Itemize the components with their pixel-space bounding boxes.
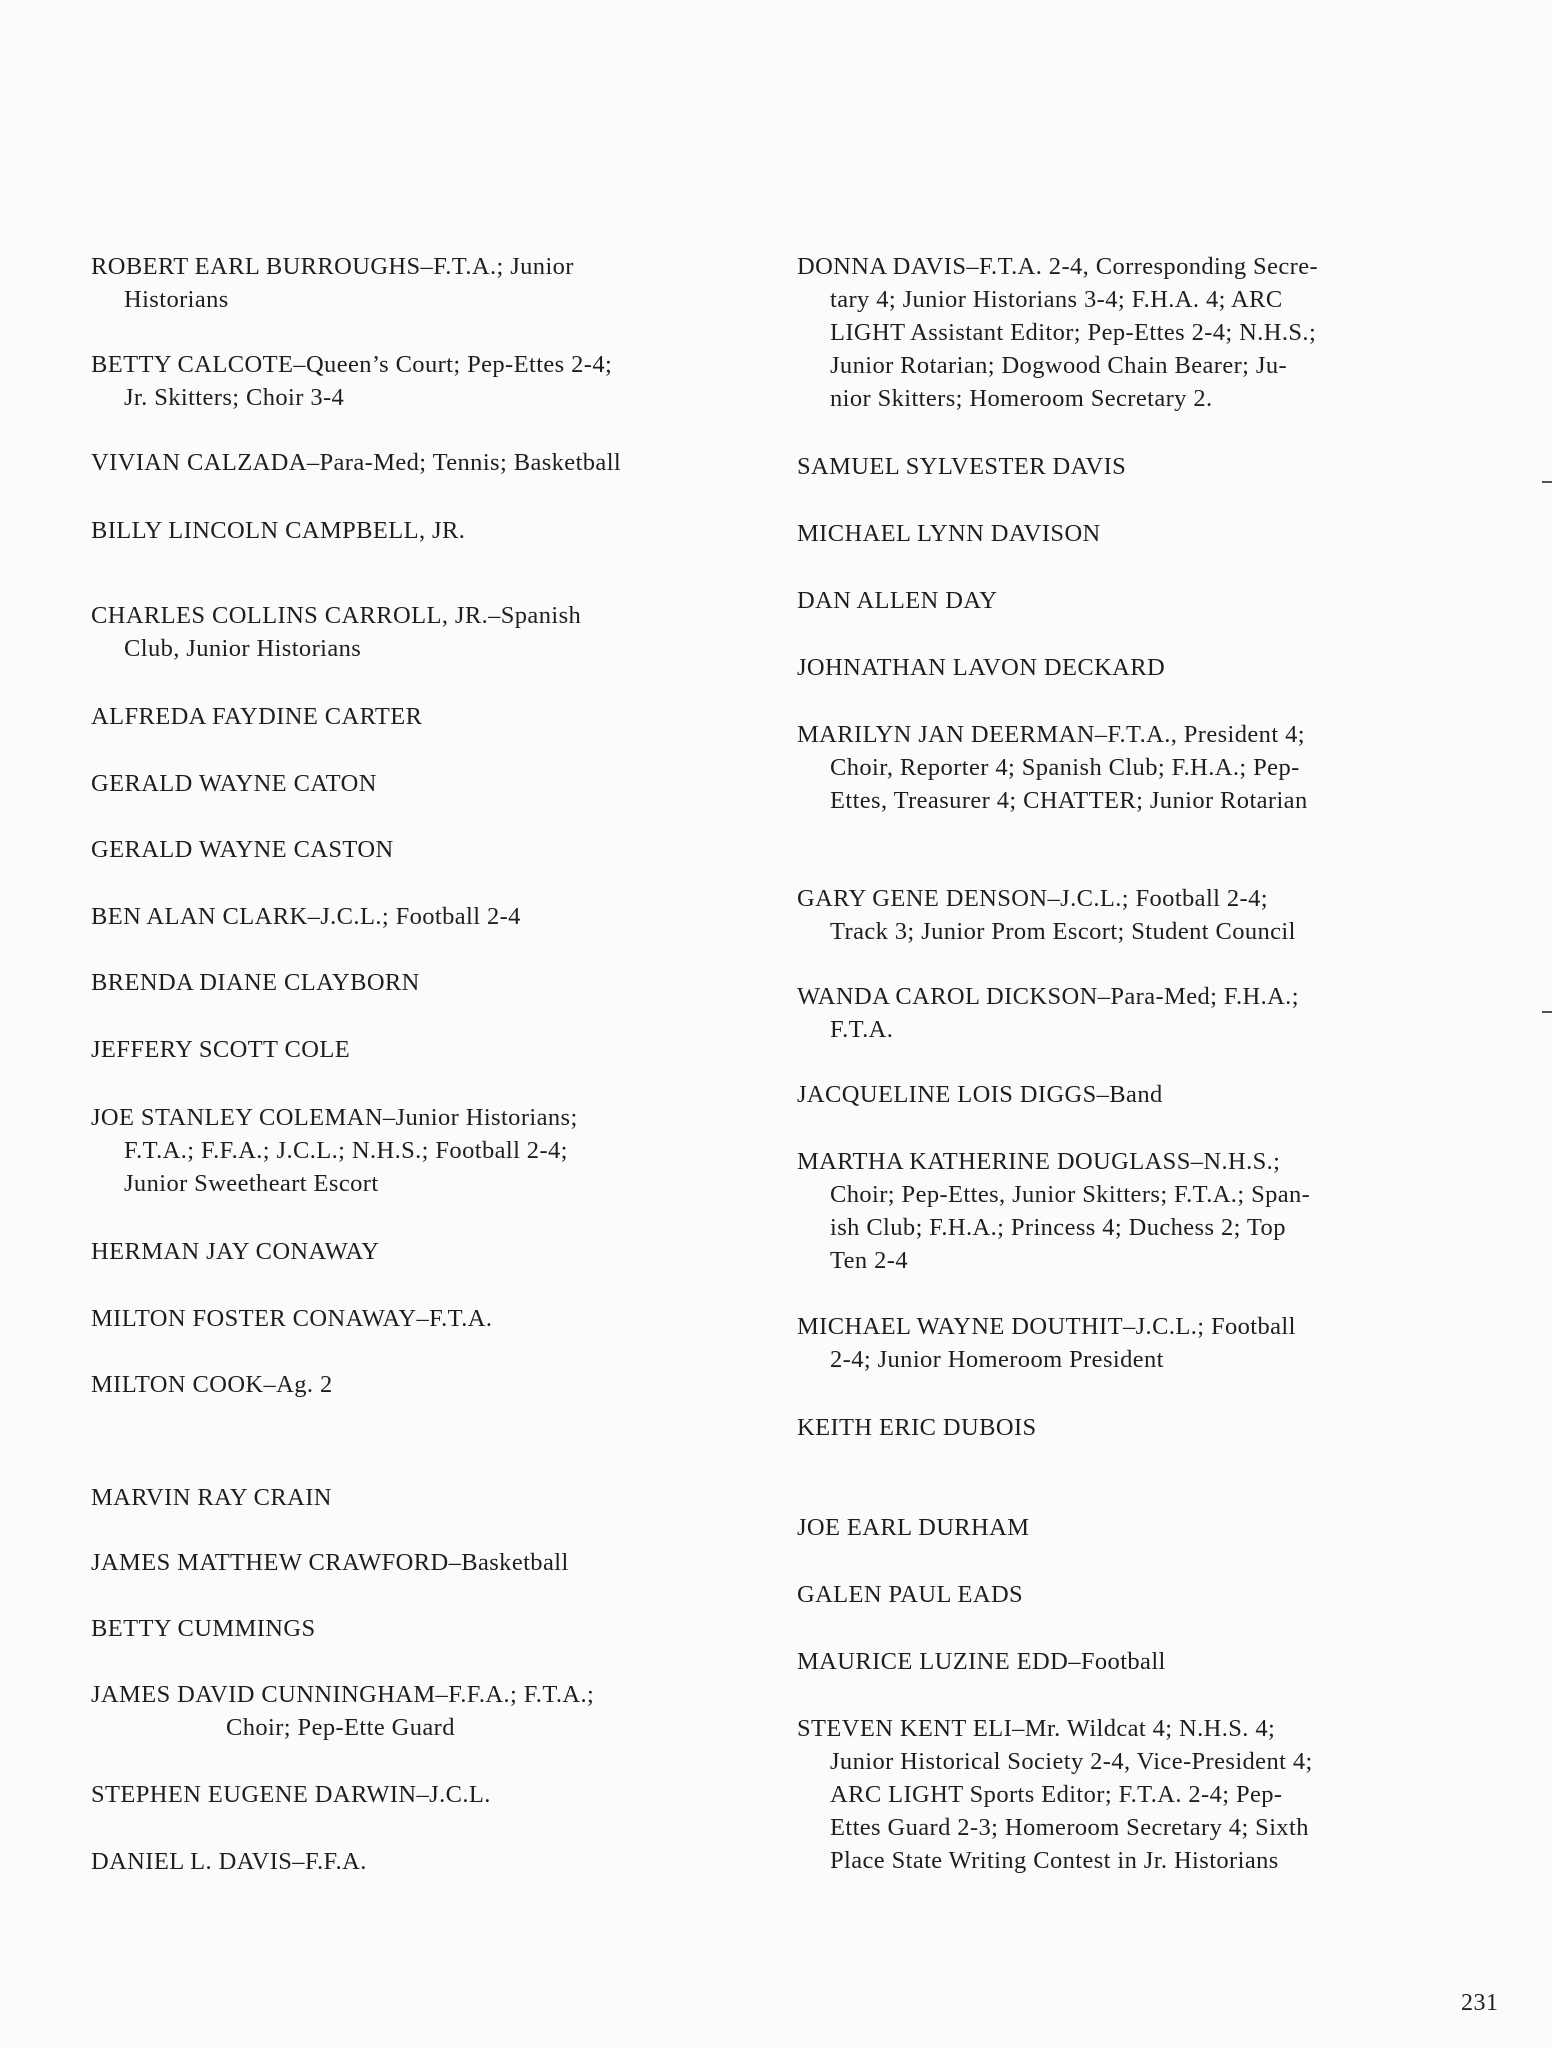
entry-line: MICHAEL LYNN DAVISON xyxy=(797,520,1101,547)
senior-entry xyxy=(797,980,1417,1046)
entry-line: JOE STANLEY COLEMAN–Junior Historians; xyxy=(91,1104,578,1131)
entry-line: Track 3; Junior Prom Escort; Student Council xyxy=(830,918,1296,945)
entry-line: BETTY CUMMINGS xyxy=(91,1615,316,1642)
entry-line: Place State Writing Contest in Jr. Historians xyxy=(830,1847,1279,1874)
entry-line: SAMUEL SYLVESTER DAVIS xyxy=(797,453,1127,480)
entry-line: DONNA DAVIS–F.T.A. 2-4, Corresponding Secre- xyxy=(797,253,1319,280)
senior-entry xyxy=(797,1078,1417,1111)
entry-line: Ettes, Treasurer 4; CHATTER; Junior Rotarian xyxy=(830,787,1308,814)
senior-entry xyxy=(797,1145,1417,1277)
entry-line: GERALD WAYNE CASTON xyxy=(91,836,394,863)
senior-entry xyxy=(797,250,1417,415)
entry-line: HERMAN JAY CONAWAY xyxy=(91,1238,380,1265)
senior-entry xyxy=(91,700,711,733)
senior-entry xyxy=(91,833,711,866)
entry-line: JEFFERY SCOTT COLE xyxy=(91,1036,351,1063)
senior-entry xyxy=(797,1645,1417,1678)
entry-line: Historians xyxy=(124,286,229,313)
senior-entry xyxy=(797,651,1417,684)
entry-line: JAMES DAVID CUNNINGHAM–F.F.A.; F.T.A.; xyxy=(91,1681,595,1708)
senior-entry xyxy=(797,882,1417,948)
entry-line: tary 4; Junior Historians 3-4; F.H.A. 4; ARC xyxy=(830,286,1283,313)
entry-line: Junior Sweetheart Escort xyxy=(124,1170,379,1197)
senior-entry xyxy=(91,1302,711,1335)
entry-line: Junior Rotarian; Dogwood Chain Bearer; Ju- xyxy=(830,352,1288,379)
page-edge-mark xyxy=(1542,1011,1552,1013)
entry-line: DANIEL L. DAVIS–F.F.A. xyxy=(91,1848,367,1875)
senior-entry xyxy=(91,1033,711,1066)
senior-entry xyxy=(91,1235,711,1268)
entry-line: BETTY CALCOTE–Queen’s Court; Pep-Ettes 2-4; xyxy=(91,351,613,378)
entry-line: LIGHT Assistant Editor; Pep-Ettes 2-4; N.H.S.; xyxy=(830,319,1317,346)
entry-line: JAMES MATTHEW CRAWFORD–Basketball xyxy=(91,1549,569,1576)
entry-line: STEPHEN EUGENE DARWIN–J.C.L. xyxy=(91,1781,491,1808)
entry-line: MARILYN JAN DEERMAN–F.T.A., President 4; xyxy=(797,721,1305,748)
page-edge-mark xyxy=(1542,481,1552,483)
entry-line: ish Club; F.H.A.; Princess 4; Duchess 2; Top xyxy=(830,1214,1286,1241)
entry-line: STEVEN KENT ELI–Mr. Wildcat 4; N.H.S. 4; xyxy=(797,1715,1276,1742)
senior-entry xyxy=(797,1578,1417,1611)
entry-line: BILLY LINCOLN CAMPBELL, JR. xyxy=(91,517,466,544)
entry-line: Choir; Pep-Ettes, Junior Skitters; F.T.A.; Span- xyxy=(830,1181,1311,1208)
senior-entry xyxy=(91,767,711,800)
senior-entry xyxy=(91,966,711,999)
entry-line: Junior Historical Society 2-4, Vice-President 4; xyxy=(830,1748,1313,1775)
entry-line: MICHAEL WAYNE DOUTHIT–J.C.L.; Football xyxy=(797,1313,1296,1340)
entry-line: ALFREDA FAYDINE CARTER xyxy=(91,703,423,730)
entry-line: MARVIN RAY CRAIN xyxy=(91,1484,332,1511)
entry-line: KEITH ERIC DUBOIS xyxy=(797,1414,1037,1441)
senior-entry xyxy=(91,1612,711,1645)
senior-entry xyxy=(91,1368,711,1401)
entry-line: Choir; Pep-Ette Guard xyxy=(226,1714,455,1741)
entry-line: JOE EARL DURHAM xyxy=(797,1514,1030,1541)
senior-entry xyxy=(797,718,1417,817)
entry-line: ROBERT EARL BURROUGHS–F.T.A.; Junior xyxy=(91,253,574,280)
senior-entry xyxy=(91,1845,711,1878)
entry-line: F.T.A.; F.F.A.; J.C.L.; N.H.S.; Football 2-4; xyxy=(124,1137,568,1164)
page-number: 231 xyxy=(1461,1990,1499,2016)
senior-entry xyxy=(797,450,1417,483)
entry-line: Ettes Guard 2-3; Homeroom Secretary 4; Sixth xyxy=(830,1814,1309,1841)
entry-line: F.T.A. xyxy=(830,1016,894,1043)
senior-entry xyxy=(91,900,711,933)
entry-line: JACQUELINE LOIS DIGGS–Band xyxy=(797,1081,1163,1108)
senior-entry xyxy=(91,514,711,547)
senior-entry xyxy=(797,1310,1417,1376)
senior-entry xyxy=(797,1511,1417,1544)
entry-line: DAN ALLEN DAY xyxy=(797,587,998,614)
entry-line: Choir, Reporter 4; Spanish Club; F.H.A.; Pep- xyxy=(830,754,1300,781)
entry-line: 2-4; Junior Homeroom President xyxy=(830,1346,1164,1373)
senior-entry xyxy=(91,1778,711,1811)
senior-entry xyxy=(91,599,711,665)
senior-entry xyxy=(797,1411,1417,1444)
entry-line: JOHNATHAN LAVON DECKARD xyxy=(797,654,1166,681)
senior-entry xyxy=(91,1546,711,1579)
entry-line: GERALD WAYNE CATON xyxy=(91,770,377,797)
senior-entry xyxy=(797,1712,1417,1877)
entry-line: GARY GENE DENSON–J.C.L.; Football 2-4; xyxy=(797,885,1268,912)
entry-line: MARTHA KATHERINE DOUGLASS–N.H.S.; xyxy=(797,1148,1281,1175)
entry-line: BEN ALAN CLARK–J.C.L.; Football 2-4 xyxy=(91,903,521,930)
entry-line: MAURICE LUZINE EDD–Football xyxy=(797,1648,1166,1675)
senior-entry xyxy=(91,1101,711,1200)
senior-entry xyxy=(91,348,711,414)
entry-line: ARC LIGHT Sports Editor; F.T.A. 2-4; Pep- xyxy=(830,1781,1283,1808)
entry-line: BRENDA DIANE CLAYBORN xyxy=(91,969,420,996)
entry-line: nior Skitters; Homeroom Secretary 2. xyxy=(830,385,1213,412)
entry-line: WANDA CAROL DICKSON–Para-Med; F.H.A.; xyxy=(797,983,1299,1010)
senior-entry xyxy=(91,1481,711,1514)
entry-line: MILTON FOSTER CONAWAY–F.T.A. xyxy=(91,1305,493,1332)
senior-entry xyxy=(91,446,711,479)
entry-line: CHARLES COLLINS CARROLL, JR.–Spanish xyxy=(91,602,582,629)
entry-line: MILTON COOK–Ag. 2 xyxy=(91,1371,333,1398)
entry-line: Ten 2-4 xyxy=(830,1247,908,1274)
entry-line: Jr. Skitters; Choir 3-4 xyxy=(124,384,345,411)
entry-line: Club, Junior Historians xyxy=(124,635,362,662)
senior-entry xyxy=(797,584,1417,617)
entry-line: GALEN PAUL EADS xyxy=(797,1581,1024,1608)
senior-entry xyxy=(91,250,711,316)
senior-entry xyxy=(797,517,1417,550)
entry-line: VIVIAN CALZADA–Para-Med; Tennis; Basketball xyxy=(91,449,622,476)
senior-entry xyxy=(91,1678,711,1744)
